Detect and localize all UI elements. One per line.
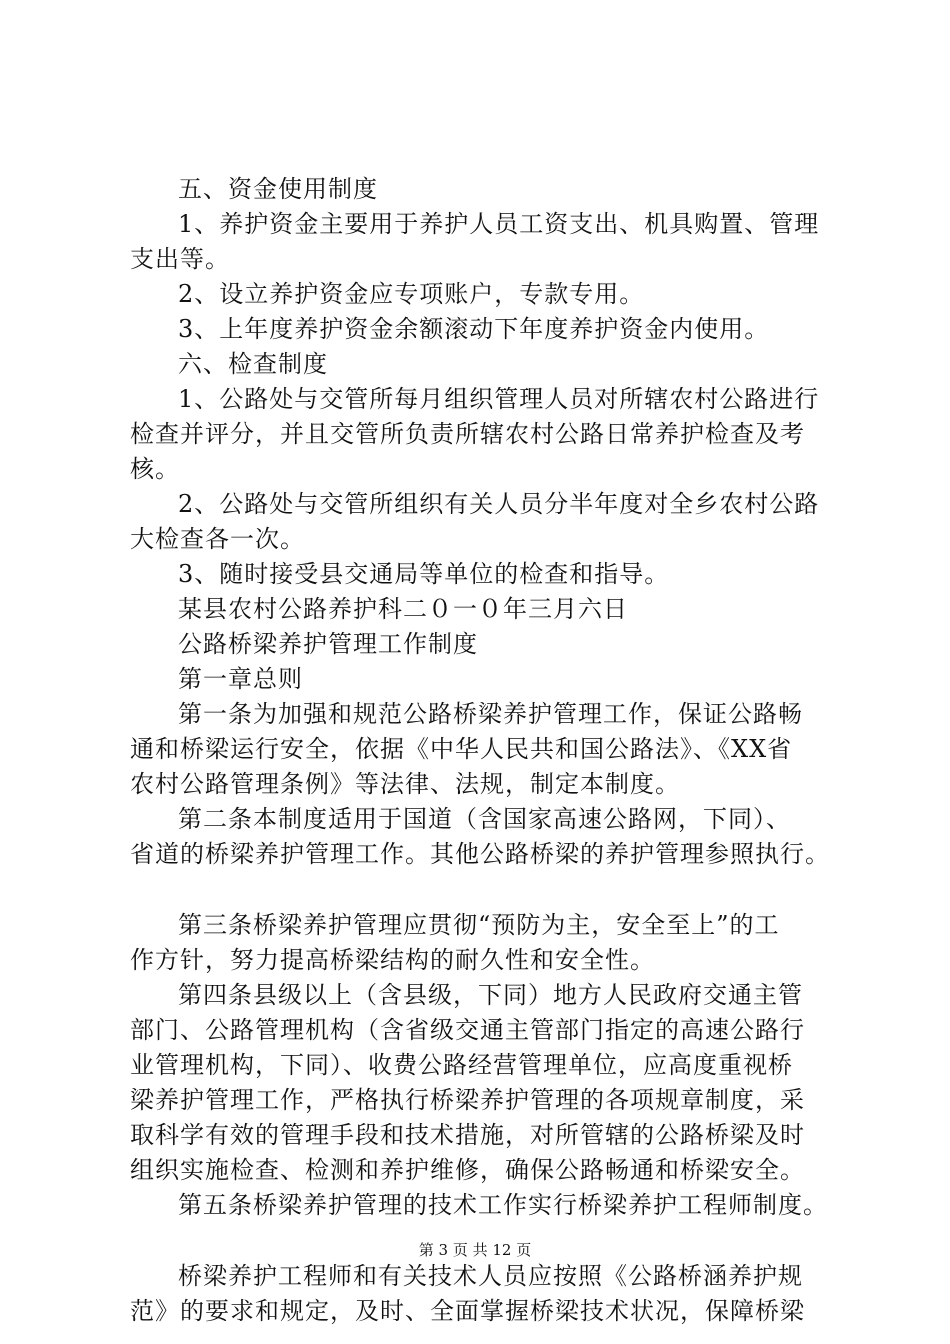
paragraph-line: 大检查各一次。 [130,525,305,553]
document-body [130,172,830,1329]
paragraph-line: 1、公路处与交管所每月组织管理人员对所辖农村公路进行 [178,385,820,413]
paragraph-line: 3、随时接受县交通局等单位的检查和指导。 [178,560,670,588]
paragraph-line: 桥梁养护工程师和有关技术人员应按照《公路桥涵养护规 [178,1262,803,1290]
page-number-footer: 第 3 页 共 12 页 [418,1241,532,1259]
paragraph-line: 3、上年度养护资金余额滚动下年度养护资金内使用。 [178,315,770,343]
chapter-heading: 第一章总则 [178,665,303,693]
paragraph-line: 核。 [130,455,180,483]
paragraph-line: 部门、公路管理机构（含省级交通主管部门指定的高速公路行 [130,1016,805,1044]
paragraph-line: 2、设立养护资金应专项账户，专款专用。 [178,280,645,308]
paragraph-line: 检查并评分，并且交管所负责所辖农村公路日常养护检查及考 [130,420,805,448]
paragraph-line: 第二条本制度适用于国道（含国家高速公路网，下同）、 [178,805,791,833]
paragraph-line: 1、养护资金主要用于养护人员工资支出、机具购置、管理 [178,210,820,238]
paragraph-line: 取科学有效的管理手段和技术措施，对所管辖的公路桥梁及时 [130,1121,805,1149]
signature-date-line: 某县农村公路养护科二０一０年三月六日 [178,595,628,623]
paragraph-line: 2、公路处与交管所组织有关人员分半年度对全乡农村公路 [178,490,820,518]
document-title: 公路桥梁养护管理工作制度 [178,630,478,658]
paragraph-line: 范》的要求和规定，及时、全面掌握桥梁技术状况，保障桥梁 [130,1297,805,1325]
paragraph-line: 第五条桥梁养护管理的技术工作实行桥梁养护工程师制度。 [178,1191,828,1219]
paragraph-line: 第一条为加强和规范公路桥梁养护管理工作，保证公路畅 [178,700,803,728]
paragraph-line: 第三条桥梁养护管理应贯彻“预防为主，安全至上”的工 [178,911,780,939]
paragraph-line: 梁养护管理工作，严格执行桥梁养护管理的各项规章制度，采 [130,1086,805,1114]
paragraph-spacer [130,872,830,908]
paragraph-line: 农村公路管理条例》等法律、法规，制定本制度。 [130,770,680,798]
paragraph-line: 第四条县级以上（含县级，下同）地方人民政府交通主管 [178,981,803,1009]
paragraph-line: 业管理机构，下同）、收费公路经营管理单位，应高度重视桥 [130,1051,793,1079]
section-heading-funds: 五、资金使用制度 [178,175,378,203]
paragraph-line: 作方针，努力提高桥梁结构的耐久性和安全性。 [130,946,655,974]
paragraph-line: 省道的桥梁养护管理工作。其他公路桥梁的养护管理参照执行。 [130,840,830,868]
section-heading-inspection: 六、检查制度 [178,350,328,378]
paragraph-line: 通和桥梁运行安全，依据《中华人民共和国公路法》、《XX省 [130,735,793,763]
paragraph-line: 组织实施检查、检测和养护维修，确保公路畅通和桥梁安全。 [130,1156,805,1184]
paragraph-line: 支出等。 [130,245,230,273]
